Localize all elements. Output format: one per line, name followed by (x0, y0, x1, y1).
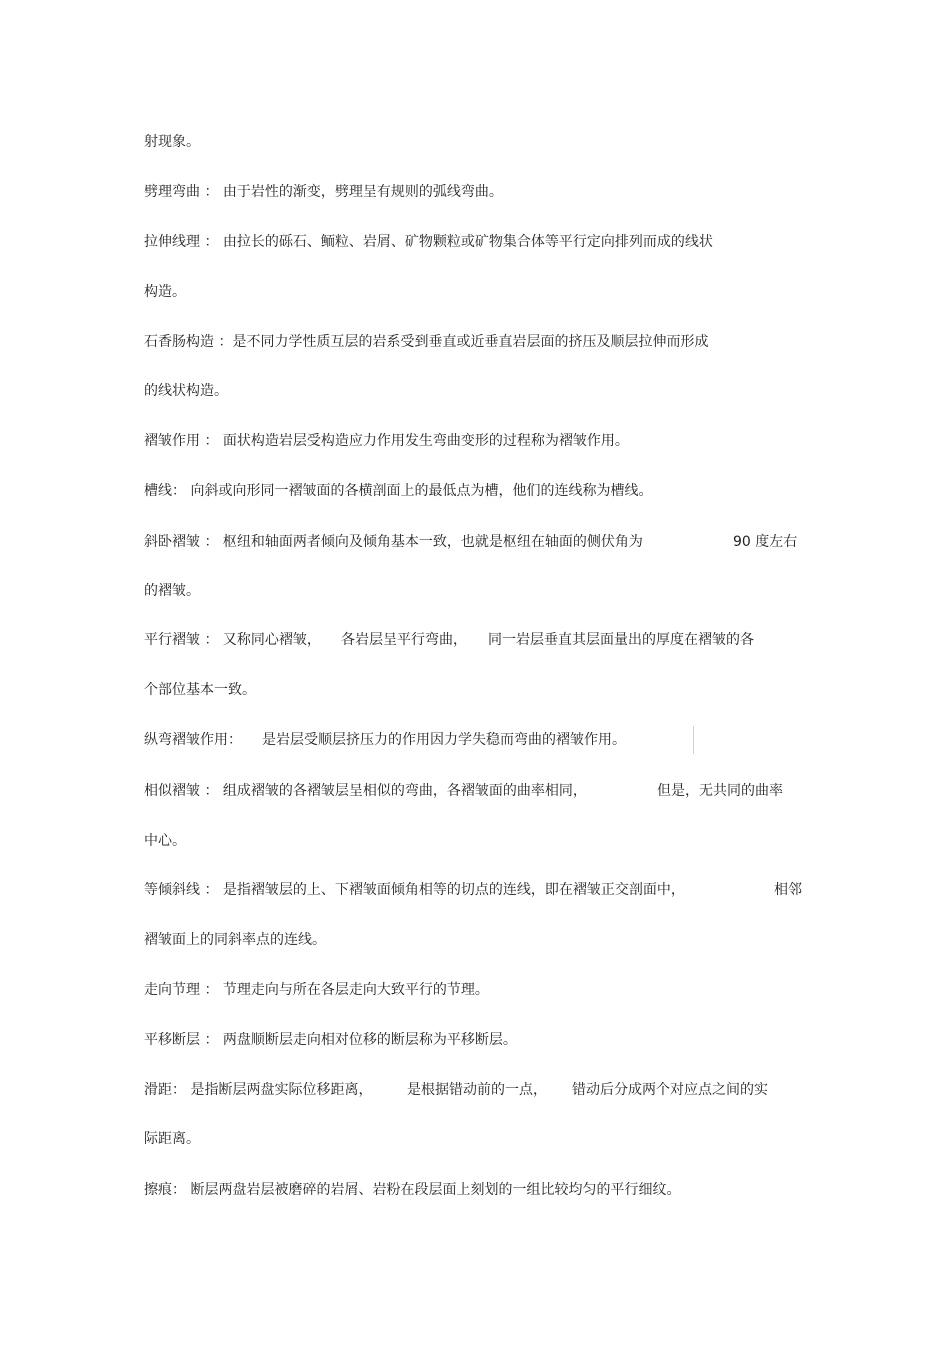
text-line (144, 680, 256, 700)
text-line (144, 980, 489, 1000)
vertical-rule (693, 726, 694, 754)
text-line (144, 1030, 517, 1050)
line-text: 的线状构造。 (144, 383, 228, 399)
line-text: 相似褶皱 ： 组成褶皱的各褶皱层呈相似的弯曲，各褶皱面的曲率相同， (144, 783, 587, 799)
line-text: 的褶皱。 (144, 583, 200, 599)
line-text: 等倾斜线 ： 是指褶皱层的上、下褶皱面倾角相等的切点的连线，即在褶皱正交剖面中， (144, 882, 685, 898)
text-line (144, 730, 242, 750)
text-line-fragment (407, 1080, 547, 1100)
line-text: 但是，无共同的曲率 (657, 783, 783, 799)
line-text: 褶皱作用 ： 面状构造岩层受构造应力作用发生弯曲变形的过程称为褶皱作用。 (144, 433, 629, 449)
line-text: 构造。 (144, 284, 186, 300)
text-line-fragment (262, 730, 626, 750)
text-line (144, 930, 326, 950)
text-line (144, 431, 629, 451)
line-text: 拉伸线理 ： 由拉长的砾石、鲕粒、岩屑、矿物颗粒或矿物集合体等平行定向排列而成的线状 (144, 234, 713, 250)
text-line (144, 1180, 680, 1200)
text-line-fragment (733, 532, 797, 552)
text-line (144, 232, 713, 252)
line-text: 纵弯褶皱作用： (144, 732, 242, 748)
line-text: 石香肠构造 ：是不同力学性质互层的岩系受到垂直或近垂直岩层面的挤压及顺层拉伸而形成 (144, 334, 709, 350)
text-line (144, 532, 643, 552)
text-line (144, 282, 186, 302)
line-text: 滑距： 是指断层两盘实际位移距离， (144, 1082, 373, 1098)
line-text: 褶皱面上的同斜率点的连线。 (144, 932, 326, 948)
text-line (144, 630, 321, 650)
line-text: 是根据错动前的一点， (407, 1082, 547, 1098)
text-line-fragment (341, 630, 467, 650)
line-text: 是岩层受顺层挤压力的作用因力学失稳而弯曲的褶皱作用。 (262, 732, 626, 748)
line-text: 错动后分成两个对应点之间的实 (572, 1082, 768, 1098)
text-line (144, 1129, 200, 1149)
line-text: 走向节理 ： 节理走向与所在各层走向大致平行的节理。 (144, 982, 489, 998)
text-line-fragment (488, 630, 754, 650)
line-text: 个部位基本一致。 (144, 682, 256, 698)
line-text: 中心。 (144, 833, 186, 849)
text-line (144, 581, 200, 601)
line-text: 槽线： 向斜或向形同一褶皱面的各横剖面上的最低点为槽，他们的连线称为槽线。 (144, 483, 653, 499)
line-text: 斜卧褶皱 ： 枢纽和轴面两者倾向及倾角基本一致，也就是枢纽在轴面的侧伏角为 (144, 534, 643, 550)
text-line (144, 132, 200, 152)
text-line (144, 182, 503, 202)
line-text: 平行褶皱 ： 又称同心褶皱， (144, 632, 321, 648)
line-text: 相邻 (774, 882, 802, 898)
text-line-fragment (572, 1080, 768, 1100)
text-line (144, 381, 228, 401)
line-text: 擦痕： 断层两盘岩层被磨碎的岩屑、岩粉在段层面上刻划的一组比较均匀的平行细纹。 (144, 1182, 681, 1198)
text-line-fragment (657, 781, 783, 801)
text-line (144, 880, 685, 900)
text-line (144, 1080, 372, 1100)
line-text: 射现象。 (144, 134, 200, 150)
text-line (144, 831, 186, 851)
line-text: 际距离。 (144, 1131, 200, 1147)
line-text: 劈理弯曲 ： 由于岩性的渐变，劈理呈有规则的弧线弯曲。 (144, 184, 503, 200)
line-text: 90 度左右 (733, 534, 798, 550)
text-line (144, 481, 652, 501)
text-line-fragment (774, 880, 802, 900)
line-text: 同一岩层垂直其层面量出的厚度在褶皱的各 (488, 632, 754, 648)
text-line (144, 781, 587, 801)
text-line (144, 332, 708, 352)
line-text: 平移断层 ： 两盘顺断层走向相对位移的断层称为平移断层。 (144, 1032, 517, 1048)
line-text: 各岩层呈平行弯曲， (341, 632, 467, 648)
